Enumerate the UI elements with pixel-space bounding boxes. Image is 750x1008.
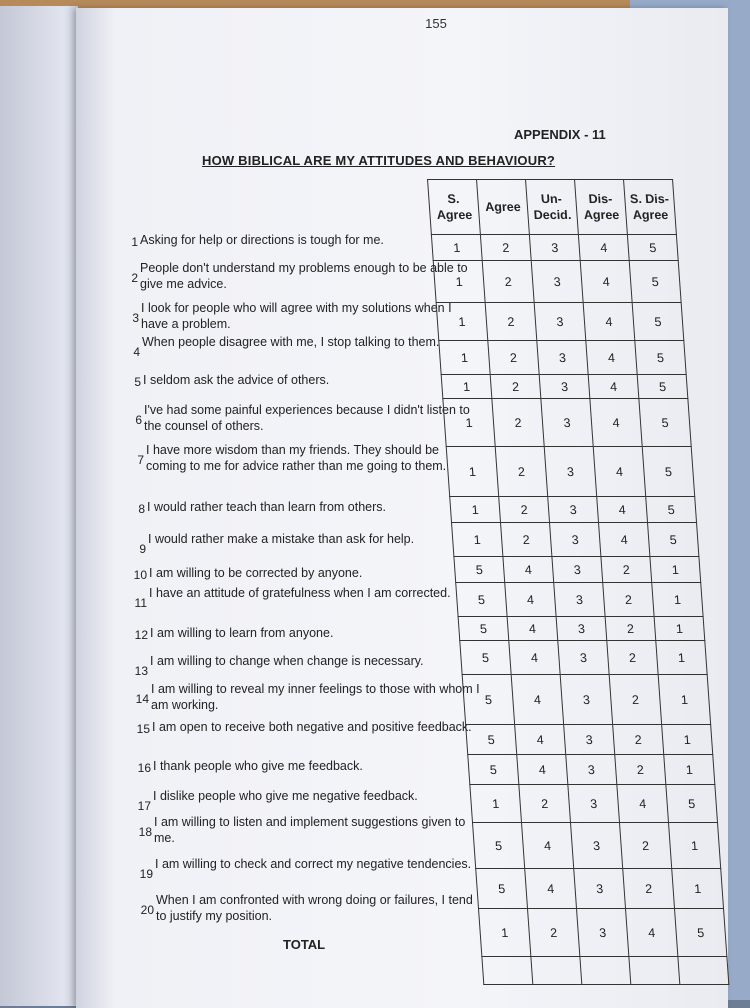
score-cell: 5 xyxy=(642,447,694,497)
score-cell: 3 xyxy=(577,909,629,957)
score-cell: 1 xyxy=(431,235,482,261)
score-cell: 1 xyxy=(656,641,707,675)
score-cell: 1 xyxy=(470,785,522,823)
table-row xyxy=(472,823,720,869)
total-cell xyxy=(580,957,631,985)
score-cell: 4 xyxy=(626,909,678,957)
table-row xyxy=(479,909,727,957)
score-cell: 3 xyxy=(550,523,601,557)
score-cell: 4 xyxy=(521,823,573,869)
score-cell: 1 xyxy=(668,823,720,869)
score-cell: 5 xyxy=(462,675,514,725)
score-cell: 3 xyxy=(566,755,617,785)
statement-item xyxy=(134,653,480,678)
statement-list xyxy=(76,8,480,968)
score-cell: 2 xyxy=(485,303,537,341)
statement-number: 13 xyxy=(134,664,148,678)
score-cell: 1 xyxy=(443,399,495,447)
statement-item xyxy=(140,892,486,924)
statement-item xyxy=(133,565,479,582)
table-row xyxy=(439,341,686,375)
score-cell: 4 xyxy=(517,755,568,785)
page-title: HOW BIBLICAL ARE MY ATTITUDES AND BEHAVIOUR? xyxy=(202,153,556,168)
statement-item xyxy=(138,814,484,846)
column-header: S. Agree xyxy=(428,180,481,235)
score-cell: 2 xyxy=(605,617,656,641)
score-cell: 5 xyxy=(639,399,691,447)
score-cell: 5 xyxy=(476,869,528,909)
score-cell: 3 xyxy=(541,399,593,447)
total-row xyxy=(482,957,729,985)
score-cell: 2 xyxy=(501,523,552,557)
table-row xyxy=(450,497,697,523)
table-row xyxy=(468,755,715,785)
statement-text: When I am confronted with wrong doing or failures, I tend to justify my position. xyxy=(156,893,473,923)
score-cell: 4 xyxy=(597,497,648,523)
statement-number: 2 xyxy=(131,271,138,285)
score-cell: 1 xyxy=(479,909,531,957)
statement-number: 19 xyxy=(139,867,153,881)
score-cell: 5 xyxy=(648,523,699,557)
statement-text: When people disagree with me, I stop talking to them. xyxy=(142,335,440,349)
statement-number: 3 xyxy=(132,311,139,325)
statement-text: I am willing to be corrected by anyone. xyxy=(149,566,363,580)
statement-item xyxy=(134,625,480,642)
score-cell: 5 xyxy=(629,261,681,303)
table-row xyxy=(436,303,684,341)
statement-item xyxy=(139,531,478,556)
left-page-edge xyxy=(0,6,78,1006)
statement-number: 5 xyxy=(134,375,141,389)
score-cell: 1 xyxy=(446,447,498,497)
score-cell: 2 xyxy=(492,399,544,447)
statement-text: I am willing to listen and implement suggestions given to me. xyxy=(154,815,466,845)
table-row xyxy=(456,583,703,617)
page-number: 155 xyxy=(425,16,447,31)
score-cell: 2 xyxy=(499,497,550,523)
grid-header-row xyxy=(428,180,677,235)
statement-number: 17 xyxy=(137,799,151,813)
statement-item xyxy=(133,334,472,359)
score-cell: 4 xyxy=(509,641,560,675)
score-cell: 3 xyxy=(552,557,603,583)
score-cell: 1 xyxy=(439,341,490,375)
score-cell: 4 xyxy=(617,785,669,823)
statement-text: I would rather make a mistake than ask for help. xyxy=(148,532,415,546)
statement-text: I dislike people who give me negative feedback. xyxy=(153,789,418,803)
statement-text: I look for people who will agree with my solutions when I have a problem. xyxy=(141,301,452,331)
score-cell: 1 xyxy=(450,497,501,523)
statement-number: 15 xyxy=(136,722,150,736)
score-cell: 5 xyxy=(627,235,678,261)
score-cell: 2 xyxy=(480,235,531,261)
statement-item xyxy=(134,372,473,389)
statement-item xyxy=(135,402,474,434)
statement-number: 1 xyxy=(131,235,138,249)
score-cell: 4 xyxy=(583,303,635,341)
score-cell: 2 xyxy=(619,823,671,869)
column-header: S. Dis- Agree xyxy=(624,180,677,235)
score-cell: 4 xyxy=(507,617,558,641)
score-cell: 1 xyxy=(652,583,703,617)
score-cell: 4 xyxy=(599,523,650,557)
statement-text: I have an attitude of gratefulness when I am corrected. xyxy=(149,586,451,600)
score-cell: 5 xyxy=(466,725,517,755)
score-cell: 2 xyxy=(615,755,666,785)
score-cell: 2 xyxy=(623,869,675,909)
score-cell: 3 xyxy=(548,497,599,523)
statement-number: 14 xyxy=(135,692,149,706)
score-cell: 3 xyxy=(558,641,609,675)
table-row xyxy=(466,725,713,755)
score-cell: 2 xyxy=(482,261,534,303)
score-cell: 4 xyxy=(511,675,563,725)
statement-text: I am willing to check and correct my negative tendencies. xyxy=(155,857,472,871)
statement-number: 18 xyxy=(138,825,152,839)
statement-item xyxy=(138,499,477,516)
score-cell: 3 xyxy=(531,261,583,303)
score-cell: 5 xyxy=(458,617,509,641)
score-cell: 5 xyxy=(456,583,507,617)
table-row xyxy=(462,675,710,725)
statement-item xyxy=(137,442,476,474)
score-cell: 5 xyxy=(460,641,511,675)
appendix-label: APPENDIX - 11 xyxy=(514,127,606,142)
score-cell: 3 xyxy=(539,375,590,399)
statement-text: I thank people who give me feedback. xyxy=(153,759,363,773)
score-cell: 3 xyxy=(544,447,596,497)
score-cell: 3 xyxy=(529,235,580,261)
score-cell: 1 xyxy=(441,375,492,399)
statement-text: I have more wisdom than my friends. They should be coming to me for advice rather than me going to them. xyxy=(146,443,447,473)
total-cell xyxy=(531,957,582,985)
table-row xyxy=(441,375,688,399)
score-cell: 4 xyxy=(578,235,629,261)
total-cell xyxy=(678,957,729,985)
score-cell: 4 xyxy=(525,869,577,909)
statement-item xyxy=(139,856,485,881)
score-cell: 3 xyxy=(570,823,622,869)
score-cell: 5 xyxy=(675,909,727,957)
score-cell: 2 xyxy=(603,583,654,617)
table-row xyxy=(433,261,681,303)
statement-number: 4 xyxy=(133,345,140,359)
statement-number: 8 xyxy=(138,502,145,516)
table-row xyxy=(460,641,707,675)
table-row xyxy=(443,399,691,447)
table-row xyxy=(470,785,718,823)
statement-number: 16 xyxy=(137,761,151,775)
score-cell: 1 xyxy=(436,303,488,341)
statement-text: I am willing to learn from anyone. xyxy=(150,626,334,640)
score-cell: 5 xyxy=(637,375,688,399)
statement-text: I am open to receive both negative and positive feedback. xyxy=(152,720,472,734)
score-cell: 4 xyxy=(588,375,639,399)
statement-text: Asking for help or directions is tough for me. xyxy=(140,233,384,247)
statement-number: 9 xyxy=(139,542,146,556)
table-row xyxy=(454,557,701,583)
statement-text: I would rather teach than learn from others. xyxy=(147,500,387,514)
score-cell: 1 xyxy=(664,755,715,785)
statement-text: I've had some painful experiences because I didn't listen to the counsel of others. xyxy=(144,403,470,433)
score-cell: 2 xyxy=(607,641,658,675)
column-header: Dis- Agree xyxy=(575,180,628,235)
score-cell: 4 xyxy=(590,399,642,447)
statement-number: 6 xyxy=(135,413,142,427)
score-cell: 2 xyxy=(613,725,664,755)
statement-item xyxy=(131,232,470,249)
score-cell: 3 xyxy=(568,785,620,823)
score-cell: 5 xyxy=(468,755,519,785)
column-header: Un- Decid. xyxy=(526,180,579,235)
score-cell: 2 xyxy=(488,341,539,375)
score-cell: 2 xyxy=(490,375,541,399)
score-cell: 4 xyxy=(505,583,556,617)
score-cell: 5 xyxy=(632,303,684,341)
statement-number: 11 xyxy=(134,596,147,610)
table-row xyxy=(458,617,705,641)
statement-item xyxy=(132,300,471,332)
score-cell: 3 xyxy=(574,869,626,909)
score-cell: 5 xyxy=(646,497,697,523)
score-cell: 1 xyxy=(672,869,724,909)
statement-text: People don't understand my problems enough to be able to give me advice. xyxy=(140,261,468,291)
table-row xyxy=(446,447,694,497)
statement-number: 10 xyxy=(133,568,147,582)
score-cell: 5 xyxy=(666,785,718,823)
statement-text: I am willing to change when change is necessary. xyxy=(150,654,424,668)
score-cell: 4 xyxy=(593,447,645,497)
score-cell: 3 xyxy=(554,583,605,617)
table-row xyxy=(452,523,699,557)
statement-item xyxy=(136,719,482,736)
score-cell: 4 xyxy=(515,725,566,755)
score-cell: 2 xyxy=(519,785,571,823)
score-cell: 3 xyxy=(537,341,588,375)
score-cell: 1 xyxy=(452,523,503,557)
score-cell: 1 xyxy=(662,725,713,755)
score-cell: 4 xyxy=(503,557,554,583)
score-cell: 2 xyxy=(528,909,580,957)
total-cell xyxy=(482,957,533,985)
book-page xyxy=(76,8,728,1008)
score-cell: 1 xyxy=(658,675,710,725)
statement-item xyxy=(137,758,483,775)
score-cell: 1 xyxy=(654,617,705,641)
score-cell: 2 xyxy=(495,447,547,497)
statement-number: 20 xyxy=(140,903,154,917)
statement-item xyxy=(135,681,481,713)
statement-number: 7 xyxy=(137,453,144,467)
statement-item xyxy=(131,260,470,292)
table-row xyxy=(476,869,724,909)
table-row xyxy=(431,235,678,261)
score-cell: 1 xyxy=(433,261,485,303)
score-cell: 5 xyxy=(472,823,524,869)
score-cell: 3 xyxy=(534,303,586,341)
column-header: Agree xyxy=(477,180,530,235)
statement-item xyxy=(134,585,479,610)
score-cell: 1 xyxy=(650,557,701,583)
total-cell xyxy=(629,957,680,985)
score-cell: 3 xyxy=(564,725,615,755)
total-label: TOTAL xyxy=(283,937,326,952)
score-cell: 5 xyxy=(454,557,505,583)
score-cell: 3 xyxy=(560,675,612,725)
score-cell: 2 xyxy=(601,557,652,583)
score-cell: 3 xyxy=(556,617,607,641)
score-cell: 4 xyxy=(580,261,632,303)
score-cell: 2 xyxy=(609,675,661,725)
statement-item xyxy=(137,788,483,813)
score-cell: 5 xyxy=(635,341,686,375)
statement-text: I seldom ask the advice of others. xyxy=(143,373,330,387)
statement-number: 12 xyxy=(134,628,148,642)
score-cell: 4 xyxy=(586,341,637,375)
statement-text: I am willing to reveal my inner feelings to those with whom I am working. xyxy=(151,682,480,712)
